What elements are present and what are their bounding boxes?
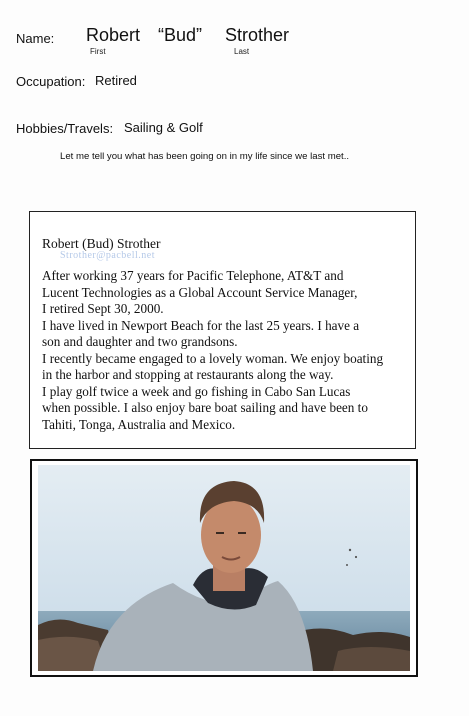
bio-line: Tahiti, Tonga, Australia and Mexico. xyxy=(42,416,236,432)
last-caption: Last xyxy=(234,47,250,56)
bio-line: son and daughter and two grandsons. xyxy=(42,334,238,349)
bio-line: After working 37 years for Pacific Telephone, AT&T and xyxy=(42,268,344,283)
portrait-photo xyxy=(38,465,410,671)
bio-line: in the harbor and stopping at restaurants along the way. xyxy=(42,367,334,382)
intro-text: Let me tell you what has been going on in my life since we last met.. xyxy=(60,151,350,162)
hobbies-label: Hobbies/Travels: xyxy=(16,121,114,136)
bio-box xyxy=(29,211,416,449)
bio-text xyxy=(42,268,412,433)
photo-frame xyxy=(30,459,418,677)
rocks-right-light xyxy=(333,647,410,671)
name-label: Name: xyxy=(16,31,55,46)
occupation-label: Occupation: xyxy=(16,74,86,89)
bio-name: Robert (Bud) Strother xyxy=(42,236,161,251)
bio-line: when possible. I also enjoy bare boat sailing and have been to xyxy=(42,400,368,415)
bio-line: Lucent Technologies as a Global Account Service Manager, xyxy=(42,284,358,300)
first-name: Robert xyxy=(86,25,141,45)
bio-line: I have lived in Newport Beach for the last 25 years. I have a xyxy=(42,317,360,333)
bio-line: I play golf twice a week and go fishing in Cabo San Lucas xyxy=(42,383,351,399)
first-caption: First xyxy=(90,47,106,56)
hobbies-value: Sailing & Golf xyxy=(124,120,203,135)
occupation-value: Retired xyxy=(95,73,137,88)
nickname: “Bud” xyxy=(158,25,203,45)
bio-line: I recently became engaged to a lovely woman. We enjoy boating xyxy=(42,350,384,366)
faint-email-link: Strother@pacbell.net xyxy=(60,250,156,261)
last-name: Strother xyxy=(225,25,290,45)
bio-line: I retired Sept 30, 2000. xyxy=(42,301,164,316)
